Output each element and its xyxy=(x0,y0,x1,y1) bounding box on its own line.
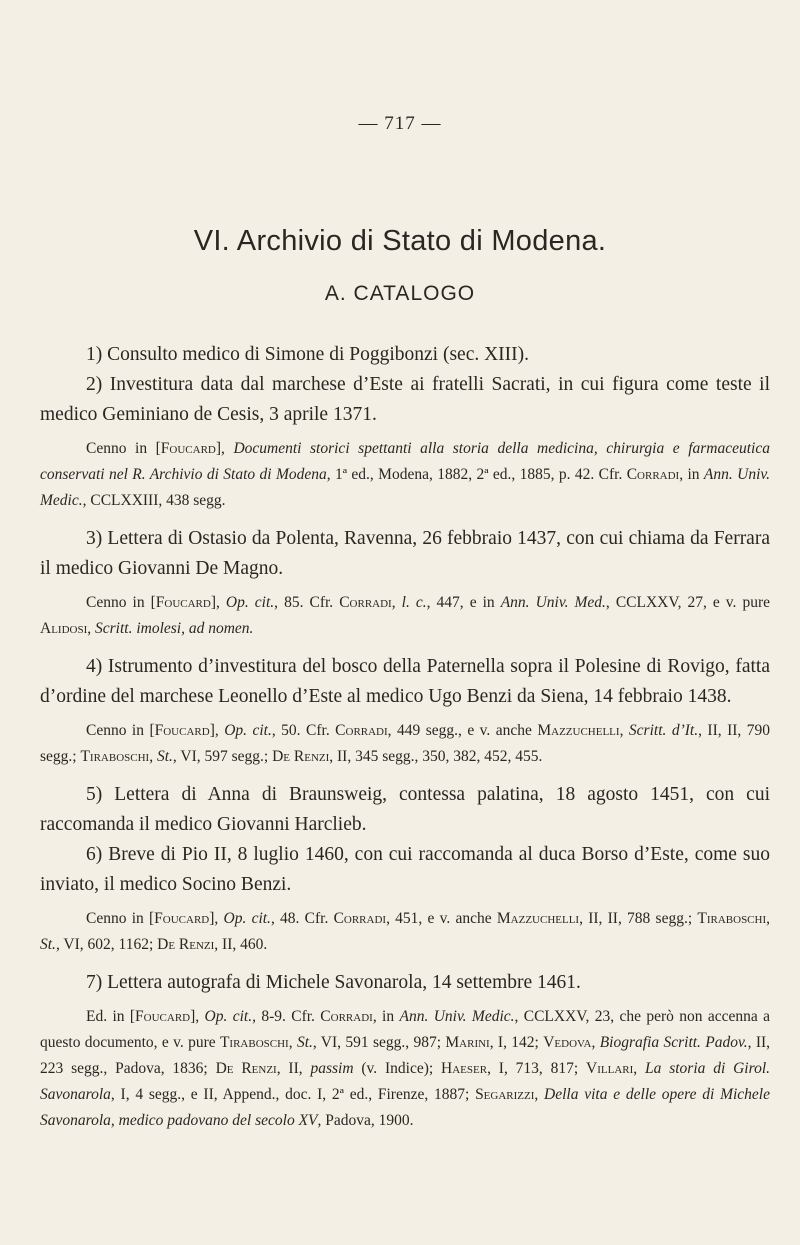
note-entry-3: Cenno in [Foucard], Op. cit., 85. Cfr. Corradi, l. c., 447, e in Ann. Univ. Med., CCLXXV, 27, e v. pure Alidosi, Scritt. imolesi, ad nomen. xyxy=(40,594,771,637)
note-entry-6: Cenno in [Foucard], Op. cit., 48. Cfr. Corradi, 451, e v. anche Mazzuchelli, II, II, 788 segg.; Tiraboschi, St., VI, 602, 1162; De Renzi, II, 460. xyxy=(40,910,771,953)
catalog-entry-5: 5) Lettera di Anna di Braunsweig, contessa palatina, 18 agosto 1451, con cui raccomanda il medico Giovanni Harclieb. xyxy=(40,784,770,835)
section-title: VI. Archivio di Stato di Modena. xyxy=(193,225,607,257)
catalog-entry-4: 4) Istrumento d’investitura del bosco della Paternella sopra il Polesine di Rovigo, fatta d’ordine del marchese Leonello d’Este al medico Ugo Benzi da Siena, 14 febbraio 1438. xyxy=(40,656,770,707)
catalog-entry-1: 1) Consulto medico di Simone di Poggibonzi (sec. XIII). xyxy=(86,344,530,365)
note-entry-2: Cenno in [Foucard], Documenti storici spettanti alla storia della medicina, chirurgia e farmaceutica conservati nel R. Archivio di Stato di Modena, 1ª ed., Modena, 1882, 2ª ed., 1885, p. 42. Cfr. Corradi, in Ann. Univ. Medic., CCLXXIII, 438 segg. xyxy=(40,440,770,509)
note-entry-7: Ed. in [Foucard], Op. cit., 8-9. Cfr. Corradi, in Ann. Univ. Medic., CCLXXV, 23, che però non accenna a questo documento, e v. pure Tiraboschi, St., VI, 591 segg., 987; Marini, I, 142; Vedova, Biografia Scritt. Padov., II, 223 segg., Padova, 1836; De Renzi, II, passim (v. Indice); Haeser, I, 713, 817; Villari, La storia di Girol. Savonarola, I, 4 segg., e II, Append., doc. I, 2ª ed., Firenze, 1887; Segarizzi, Della vita e delle opere di Michele Savonarola, medico padovano del secolo XV, Padova, 1900. xyxy=(40,1008,771,1129)
catalog-entry-6: 6) Breve di Pio II, 8 luglio 1460, con cui raccomanda al duca Borso d’Este, come suo inviato, il medico Socino Benzi. xyxy=(40,844,770,895)
catalog-body xyxy=(40,340,770,1144)
catalog-entry-2: 2) Investitura data dal marchese d’Este ai fratelli Sacrati, in cui figura come teste il medico Geminiano de Cesis, 3 aprile 1371. xyxy=(40,374,770,425)
note-entry-4: Cenno in [Foucard], Op. cit., 50. Cfr. Corradi, 449 segg., e v. anche Mazzuchelli, Scritt. d’It., II, II, 790 segg.; Tiraboschi, St., VI, 597 segg.; De Renzi, II, 345 segg., 350, 382, 452, 455. xyxy=(40,722,770,765)
catalog-entry-3: 3) Lettera di Ostasio da Polenta, Ravenna, 26 febbraio 1437, con cui chiama da Ferrara il medico Giovanni De Magno. xyxy=(40,528,770,579)
page-number: — 717 — xyxy=(358,113,442,134)
catalog-entry-7: 7) Lettera autografa di Michele Savonarola, 14 settembre 1461. xyxy=(86,972,581,993)
catalog-heading: A. CATALOGO xyxy=(324,282,476,305)
